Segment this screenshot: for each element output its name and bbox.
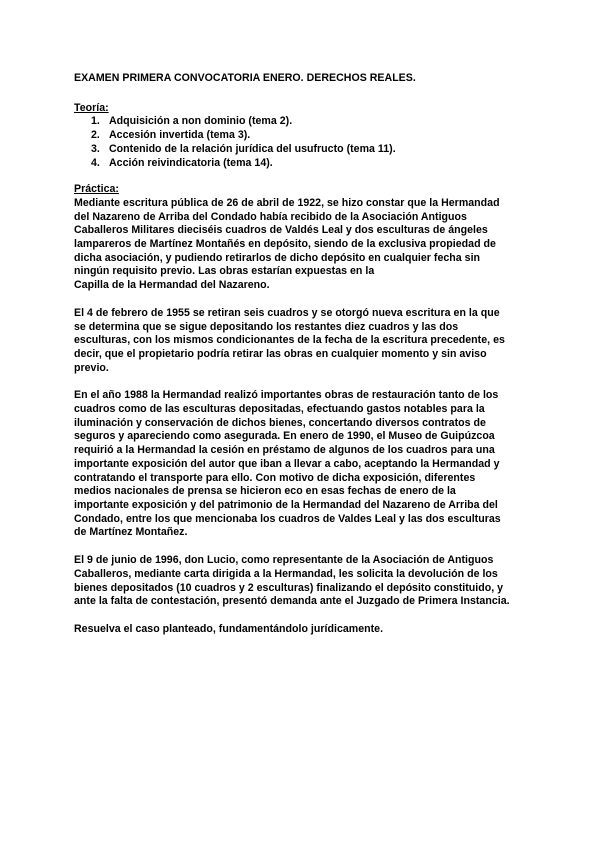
- practice-paragraph: [74, 197, 534, 293]
- paragraph-line: Condado, entre los que mencionaba los cuadros de Valdes Leal y las dos esculturas: [74, 512, 501, 525]
- paragraph-line: Caballeros Militares dieciséis cuadros de Valdés Leal y dos esculturas de ángeles: [74, 224, 488, 237]
- theory-item: [74, 143, 534, 157]
- paragraph-line: lampareros de Martínez Montañés en depósito, siendo de la exclusiva propiedad de: [74, 238, 496, 251]
- paragraph-line: El 4 de febrero de 1955 se retiran seis cuadros y se otorgó nueva escritura en la que: [74, 306, 500, 319]
- theory-item-text: Accesión invertida (tema 3).: [109, 129, 251, 142]
- practice-paragraph: [74, 389, 534, 540]
- theory-item: [74, 157, 534, 171]
- theory-item-text: Acción reivindicatoria (tema 14).: [109, 156, 273, 169]
- paragraph-line: cuadros como de las esculturas depositadas, efectuando gastos notables para la: [74, 403, 485, 416]
- practice-paragraph: [74, 554, 534, 609]
- paragraph-line: del Nazareno de Arriba del Condado había recibido de la Asociación Antiguos: [74, 210, 467, 223]
- paragraph-line: decir, que el propietario podría retirar las obras en cualquier momento y sin aviso: [74, 347, 487, 360]
- paragraph-line: seguros y apareciendo como asegurada. En enero de 1990, el Museo de Guipúzcoa: [74, 430, 495, 443]
- paragraph-line: Resuelva el caso planteado, fundamentándolo jurídicamente.: [74, 622, 384, 635]
- paragraph-line: ningún requisito previo. Las obras estarían expuestas en la: [74, 265, 375, 278]
- paragraph-line: de Martínez Montañez.: [74, 526, 188, 539]
- theory-item-number: 4.: [91, 156, 100, 169]
- theory-item-text: Contenido de la relación jurídica del usufructo (tema 11).: [109, 142, 396, 155]
- document-body: [74, 72, 534, 651]
- paragraph-line: requirió a la Hermandad la cesión en préstamo de algunos de los cuadros para una: [74, 444, 495, 457]
- paragraph-line: importante exposición y del patrimonio de la Hermandad del Nazareno de Arriba del: [74, 498, 498, 511]
- theory-item: [74, 129, 534, 143]
- practice-heading: Práctica:: [74, 183, 119, 196]
- practice-paragraph: [74, 623, 534, 637]
- practice-paragraph: [74, 307, 534, 376]
- paragraph-line: esculturas, con los mismos condicionantes de la fecha de la escritura precedente, es: [74, 334, 505, 347]
- paragraph-line: Caballeros, mediante carta dirigida a la Hermandad, les solicita la devolución de los: [74, 567, 498, 580]
- paragraph-line: contratando el transporte para ello. Con motivo de dicha exposición, diferentes: [74, 471, 476, 484]
- theory-item-number: 3.: [91, 142, 100, 155]
- paragraph-line: ante la falta de contestación, presentó demanda ante el Juzgado de Primera Instancia.: [74, 595, 510, 608]
- paragraph-line: Mediante escritura pública de 26 de abril de 1922, se hizo constar que la Hermandad: [74, 196, 500, 209]
- paragraph-line: bienes depositados (10 cuadros y 2 esculturas) finalizando el depósito constituido, y: [74, 581, 504, 594]
- paragraph-line: El 9 de junio de 1996, don Lucio, como representante de la Asociación de Antiguos: [74, 554, 494, 567]
- paragraph-line: se determina que se sigue depositando los restantes diez cuadros y las dos: [74, 320, 459, 333]
- theory-item-text: Adquisición a non dominio (tema 2).: [109, 115, 293, 128]
- paragraph-line: previo.: [74, 361, 109, 374]
- theory-item: [74, 115, 534, 129]
- exam-title: EXAMEN PRIMERA CONVOCATORIA ENERO. DERECHOS REALES.: [74, 72, 416, 84]
- paragraph-line: medios nacionales de prensa se hicieron eco en esas fechas de enero de la: [74, 485, 456, 498]
- paragraph-line: dicha asociación, y pudiendo retirarlos de dicho depósito en cualquier fecha sin: [74, 251, 481, 264]
- paragraph-line: En el año 1988 la Hermandad realizó importantes obras de restauración tanto de los: [74, 389, 499, 402]
- paragraph-line: Capilla de la Hermandad del Nazareno.: [74, 279, 270, 292]
- paragraph-line: iluminación y conservación de dichos bienes, concertando diversos contratos de: [74, 416, 486, 429]
- paragraph-line: importante exposición del autor que iban a llevar a cabo, aceptando la Hermandad y: [74, 457, 500, 470]
- theory-heading: Teoría:: [74, 101, 109, 114]
- theory-list: [74, 115, 534, 170]
- theory-item-number: 2.: [91, 129, 100, 142]
- theory-item-number: 1.: [91, 115, 100, 128]
